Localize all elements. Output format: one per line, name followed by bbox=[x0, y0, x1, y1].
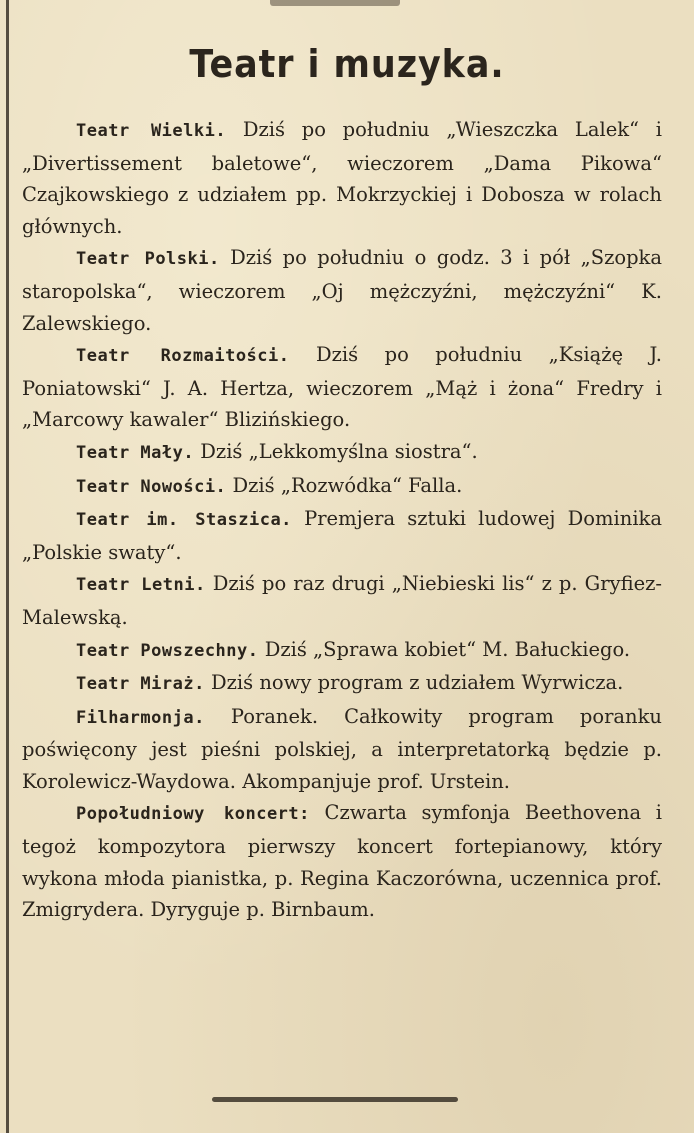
entry-name: Teatr Nowości. bbox=[76, 476, 227, 497]
entry-teatr-wielki bbox=[22, 114, 662, 242]
entry-name: Filharmonja. bbox=[76, 707, 205, 728]
section-title: Teatr i muzyka. bbox=[189, 42, 505, 86]
entry-text: Dziś nowy program z udziałem Wyrwicza. bbox=[204, 671, 624, 695]
entry-teatr-staszica bbox=[22, 503, 662, 568]
entry-text: Dziś po południu „Wieszczka Lalek“ i „Divertissement baletowe“, wieczorem „Dama Pikowa“ Czajkowskiego z udziałem pp. Mokrzyckiej i Dobosza w rolach głównych. bbox=[22, 118, 662, 238]
entry-text: Dziś po raz drugi „Niebieski lis“ z p. Gryfiez-Malewską. bbox=[22, 572, 663, 629]
entry-name: Teatr Miraż. bbox=[76, 674, 205, 695]
entry-name: Popołudniowy koncert: bbox=[76, 804, 310, 825]
entry-text: Dziś po południu o godz. 3 i pół „Szopka staropolska“, wieczorem „Oj mężczyźni, mężczyźni“ K. Zalewskiego. bbox=[22, 246, 663, 335]
entry-teatr-nowosci bbox=[22, 470, 662, 504]
entry-text: Poranek. Całkowity program poranku poświęcony jest pieśni polskiej, a interpretatorką będzie p. Korolewicz-Waydowa. Akompanjuje prof. Urstein. bbox=[22, 704, 662, 793]
end-rule bbox=[212, 1097, 458, 1102]
column-rule bbox=[6, 0, 9, 1133]
article-body bbox=[22, 114, 662, 926]
entry-filharmonja bbox=[22, 701, 662, 798]
entry-teatr-powszechny bbox=[22, 634, 662, 668]
entry-teatr-maly bbox=[22, 436, 662, 470]
entry-teatr-miraz bbox=[22, 667, 662, 701]
entry-text: Dziś „Sprawa kobiet“ M. Bałuckiego. bbox=[258, 637, 631, 661]
entry-name: Teatr im. Staszica. bbox=[76, 510, 292, 531]
entry-text: Dziś po południu „Książę J. Poniatowski“ J. A. Hertza, wieczorem „Mąż i żona“ Fredry i „Marcowy kawaler“ Blizińskiego. bbox=[22, 343, 662, 432]
entry-name: Teatr Mały. bbox=[76, 442, 195, 463]
top-rule bbox=[270, 0, 400, 6]
entry-text: Dziś „Rozwódka“ Falla. bbox=[226, 473, 463, 497]
entry-name: Teatr Powszechny. bbox=[76, 640, 259, 661]
entry-teatr-letni bbox=[22, 568, 662, 633]
entry-name: Teatr Letni. bbox=[76, 575, 206, 596]
entry-text: Premjera sztuki ludowej Dominika „Polskie swaty“. bbox=[22, 507, 662, 564]
entry-teatr-rozmaitosci bbox=[22, 339, 662, 436]
entry-teatr-polski bbox=[22, 242, 662, 339]
entry-popoludniowy-koncert bbox=[22, 797, 662, 925]
entry-name: Teatr Rozmaitości. bbox=[76, 346, 290, 367]
entry-name: Teatr Wielki. bbox=[76, 121, 227, 141]
entry-text: Czwarta symfonja Beethovena i tegoż kompozytora pierwszy koncert fortepianowy, który wykona młoda pianistka, p. Regina Kaczorówna, uczennica prof. Zmigrydera. Dyryguje p. Birnbaum. bbox=[22, 801, 662, 922]
entry-text: Dziś „Lekkomyślna siostra“. bbox=[194, 439, 478, 463]
entry-name: Teatr Polski. bbox=[76, 249, 220, 270]
